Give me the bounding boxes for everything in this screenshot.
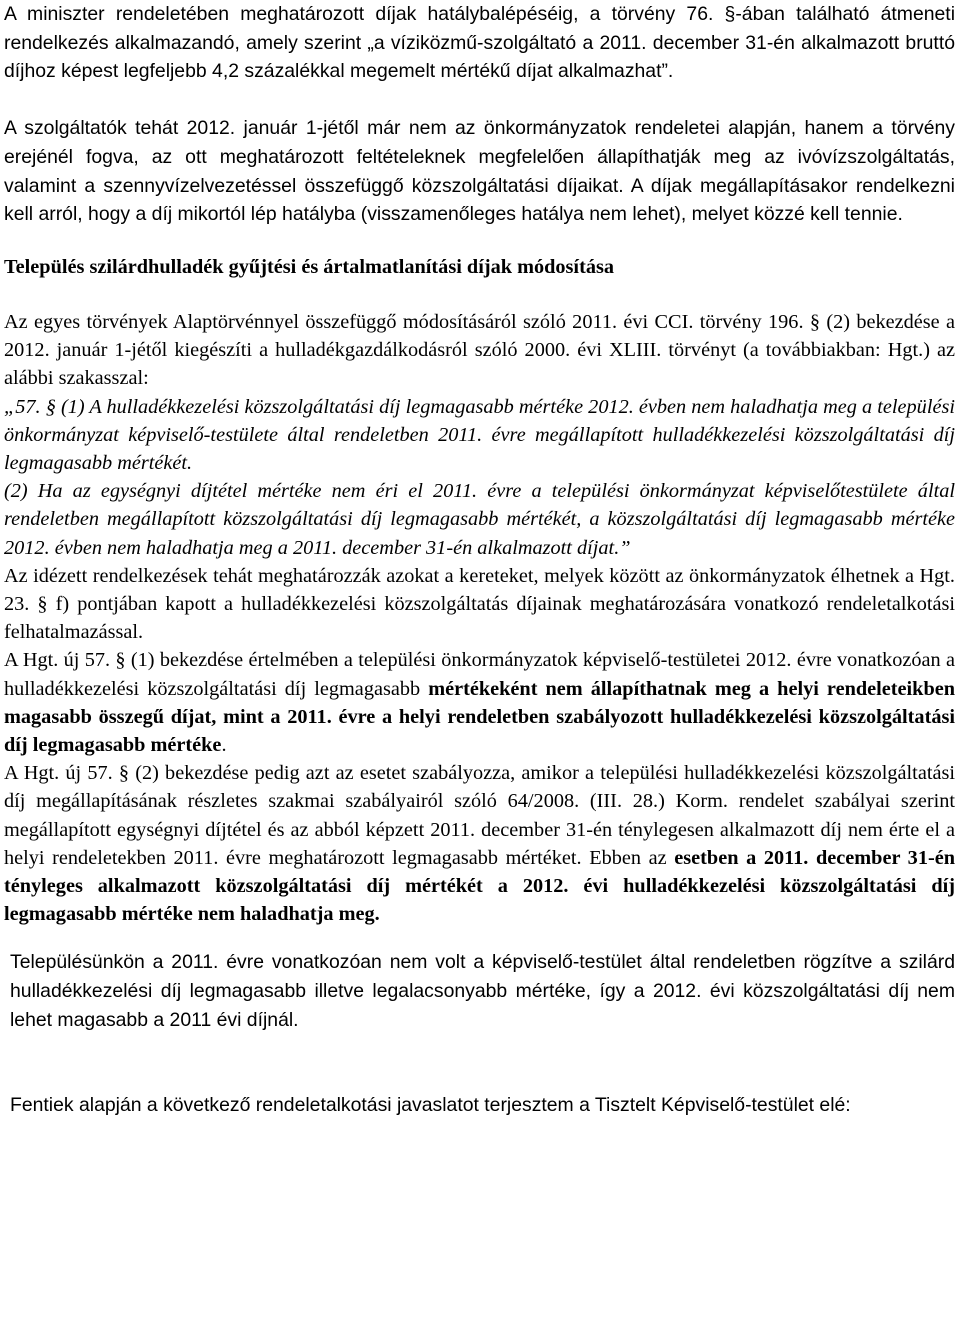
paragraph-service-providers: A szolgáltatók tehát 2012. január 1-jétől már nem az önkormányzatok rendeletei alapján, hanem a törvény erejénél fogva, az ott meghatározott feltételeknek megfelelően állapíthatják meg az ivóvízszolgáltatás, valamint a szennyvízelvezetéssel összefüggő közszolgáltatási díjaikat. A díjak megállapításakor rendelkezni kell arról, hogy a díj mikortól lép hatályba (visszamenőleges hatálya nem lehet), melyet közzé kell tennie.	[4, 117, 955, 226]
paragraph-hgt-57-1-end: .	[221, 733, 227, 756]
paragraph-hgt-57-1	[4, 646, 955, 759]
quoted-section-2: (2) Ha az egységnyi díjtétel mértéke nem éri el 2011. évre a települési önkormányzat képviselőtestülete által rendeletben megállapított közszolgáltatási díj legmagasabb mértékét, a közszolgáltatási díj legmagasabb mértéke 2012. évben nem haladhatja meg a 2011. december 31-én alkalmazott díjat.”	[4, 480, 955, 559]
paragraph-hgt-57-2-emphasis: esetben a 2011. december 31-én tényleges alkalmazott közszolgáltatási díj mértékét a 2012. évi hulladékkezelési közszolgáltatási díj legmagasabb mértéke nem haladhatja meg.	[4, 846, 956, 926]
section-heading: Település szilárdhulladék gyűjtési és ártalmatlanítási díjak módosítása	[4, 255, 614, 278]
document-page	[4, 0, 955, 1119]
paragraph-hgt-57-1-text: A Hgt. új 57. § (1) bekezdése értelmében a települési önkormányzatok képviselő-testületei 2012. évre vonatkozóan a hulladékkezelési közszolgáltatási díj legmagasabb	[4, 649, 955, 700]
paragraph-framework: Az idézett rendelkezések tehát meghatározzák azokat a kereteket, melyek között az önkormányzatok élhetnek a Hgt. 23. § f) pontjában kapott a hulladékkezelési közszolgáltatás díjainak meghatározására vonatkozó rendeletalkotási felhatalmazással.	[4, 564, 955, 644]
paragraph-law-amendment: Az egyes törvények Alaptörvénnyel összefüggő módosításáról szóló 2011. évi CCI. törvény 196. § (2) bekezdése a 2012. január 1-jétől kiegészíti a hulladékgazdálkodásról szóló 2000. évi XLIII. törvényt (a továbbiakban: Hgt.) az alábbi szakasszal:	[4, 310, 955, 390]
paragraph-proposal: Fentiek alapján a következő rendeletalkotási javaslatot terjesztem a Tisztelt Képviselő-testület elé:	[10, 1093, 851, 1116]
paragraph-hgt-57-1-emphasis: mértékeként nem állapíthatnak meg a helyi rendeleteikben magasabb összegű díjat, mint a 2011. évre a helyi rendeletben szabályozott hulladékkezelési közszolgáltatási díj legmagasabb mértéke	[4, 677, 956, 756]
paragraph-hgt-57-2-text: A Hgt. új 57. § (2) bekezdése pedig azt az esetet szabályozza, amikor a települési hulladékkezelési közszolgáltatási díj megállapításának részletes szakmai szabályairól szóló 64/2008. (III. 28.) Korm. rendelet szabályai szerint megállapított egységnyi díjtétel és az abból képzett 2011. december 31-én ténylegesen alkalmazott díj nem érte el a helyi rendeletekben 2011. évre meghatározott legmagasabb mértéket. Ebben az	[4, 762, 955, 869]
paragraph-transitional-provision: A miniszter rendeletében meghatározott díjak hatálybalépéséig, a törvény 76. §-ában található átmeneti rendelkezés alkalmazandó, amely szerint „a víziközmű-szolgáltató a 2011. december 31-én alkalmazott bruttó díjhoz képest legfeljebb 4,2 százalékkal megemelt mértékű díjat alkalmazhat”.	[4, 3, 955, 83]
quoted-section-1: „57. § (1) A hulladékkezelési közszolgáltatási díj legmagasabb mértéke 2012. évben nem haladhatja meg a települési önkormányzat képviselő-testülete által rendeletben 2011. évre megállapított hulladékkezelési közszolgáltatási díj legmagasabb mértékét.	[4, 395, 955, 474]
paragraph-hgt-57-2	[4, 759, 955, 928]
paragraph-settlement: Településünkön a 2011. évre vonatkozóan nem volt a képviselő-testület által rendeletben rögzítve a szilárd hulladékkezelési díj legmagasabb illetve legalacsonyabb mértéke, így a 2012. évi közszolgáltatási díj nem lehet magasabb a 2011 évi díjnál.	[10, 951, 955, 1031]
